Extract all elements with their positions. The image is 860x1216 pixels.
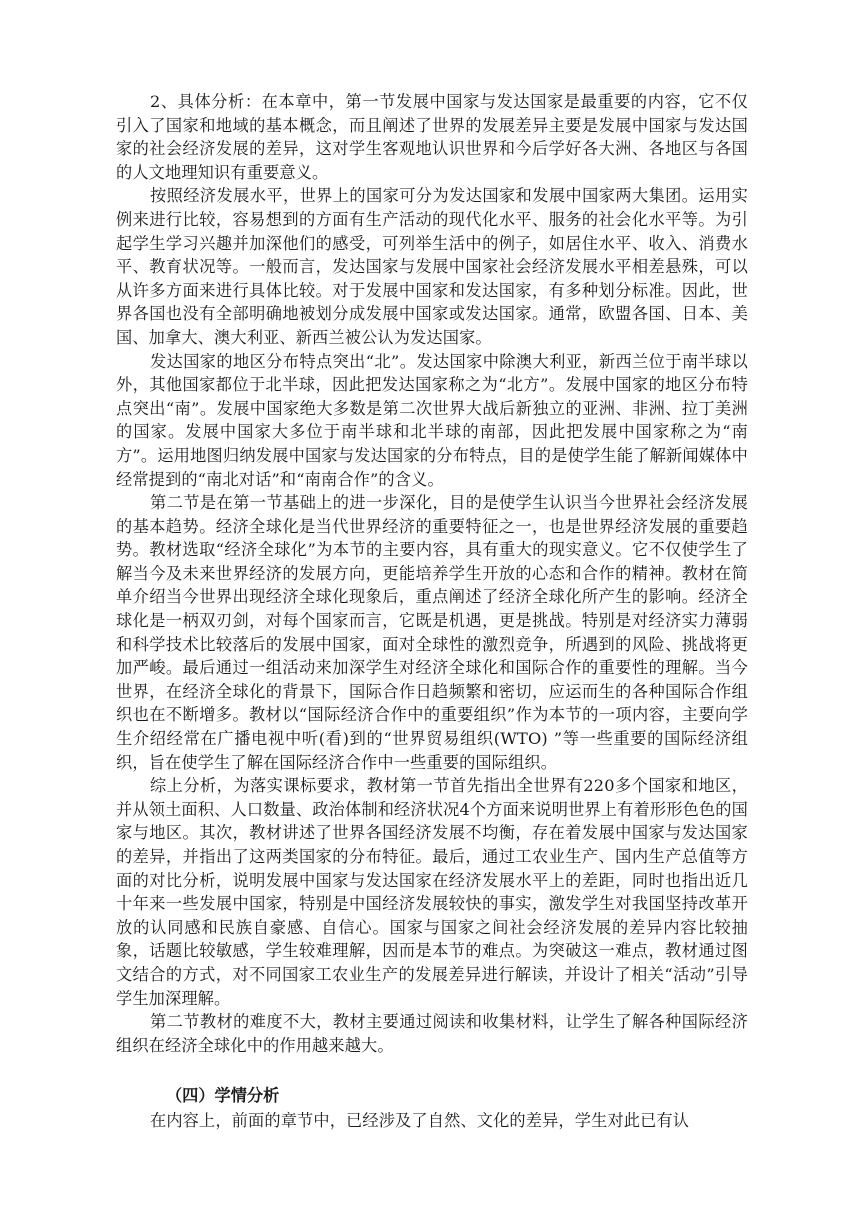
paragraph-learner-analysis: 在内容上，前面的章节中，已经涉及了自然、文化的差异，学生对此已有认 — [150, 1111, 690, 1131]
paragraph-development-level: 按照经济发展水平，世界上的国家可分为发达国家和发展中国家两大集团。运用实例来进行比较，容易想到的方面有生产活动的现代化水平、服务的社会化水平等。为引起学生学习兴趣并加深他们的感受，可列举生活中的例子，如居住水平、收入、消费水平、教育状况等。一般而言，发达国家与发展中国家社会经济发展水平相差悬殊，可以从许多方面来进行具体比较。对于发展中国家和发达国家，有多种划分标准。因此，世界各国也没有全部明确地被划分成发展中国家或发达国家。通常，欧盟各国、日本、美国、加拿大、澳大利亚、新西兰被公认为发达国家。 — [116, 186, 748, 347]
section-heading: （四）学情分析 — [166, 1086, 280, 1106]
paragraph-section-two: 第二节是在第一节基础上的进一步深化，目的是使学生认识当今世界社会经济发展的基本趋势。经济全球化是当代世界经济的重要特征之一，也是世界经济发展的重要趋势。教材选取“经济全球化”为本节的主要内容，具有重大的现实意义。它不仅使学生了解当今及未来世界经济的发展方向，更能培养学生开放的心态和合作的精神。教材在简单介绍当今世界出现经济全球化现象后，重点阐述了经济全球化所产生的影响。经济全球化是一柄双刃剑，对每个国家而言，它既是机遇，更是挑战。特别是对经济实力薄弱和科学技术比较落后的发展中国家，面对全球性的激烈竞争，所遇到的风险、挑战将更加严峻。最后通过一组活动来加深学生对经济全球化和国际合作的重要性的理解。当今世界，在经济全球化的背景下，国际合作日趋频繁和密切，应运而生的各种国际合作组织也在不断增多。教材以“国际经济合作中的重要组织”作为本节的一项内容，主要向学生介绍经常在广播电视中听(看)到的“世界贸易组织(WTO) ”等一些重要的国际经济组织，旨在使学生了解在国际经济合作中一些重要的国际组织。 — [116, 493, 748, 772]
paragraph-section-two-difficulty: 第二节教材的难度不大，教材主要通过阅读和收集材料，让学生了解各种国际经济组织在经济全球化中的作用越来越大。 — [116, 1012, 748, 1055]
paragraph-specific-analysis: 2、具体分析：在本章中，第一节发展中国家与发达国家是最重要的内容，它不仅引入了国家和地域的基本概念，而且阐述了世界的发展差异主要是发展中国家与发达国家的社会经济发展的差异，这对学生客观地认识世界和今后学好各大洲、各地区与各国的人文地理知识有重要意义。 — [116, 92, 748, 182]
paragraph-north-south-distribution: 发达国家的地区分布特点突出“北”。发达国家中除澳大利亚，新西兰位于南半球以外，其他国家都位于北半球，因此把发达国家称之为“北方”。发展中国家的地区分布特点突出“南”。发展中国家绝大多数是第二次世界大战后新独立的亚洲、非洲、拉丁美洲的国家。发展中国家大多位于南半球和北半球的南部，因此把发展中国家称之为“南方”。运用地图归纳发展中国家与发达国家的分布特点，目的是使学生能了解新闻媒体中经常提到的“南北对话”和“南南合作”的含义。 — [116, 351, 748, 489]
section-spacer — [116, 1057, 748, 1083]
paragraph-summary: 综上分析，为落实课标要求，教材第一节首先指出全世界有220多个国家和地区，并从领土面积、人口数量、政治体制和经济状况4个方面来说明世界上有着形形色色的国家与地区。其次，教材讲述了世界各国经济发展不均衡，存在着发展中国家与发达国家的差异，并指出了这两类国家的分布特征。最后，通过工农业生产、国内生产总值等方面的对比分析，说明发展中国家与发达国家在经济发展水平上的差距，同时也指出近几十年来一些发展中国家，特别是中国经济发展较快的事实，激发学生对我国坚持改革开放的认同感和民族自豪感、自信心。国家与国家之间社会经济发展的差异内容比较抽象，话题比较敏感，学生较难理解，因而是本节的难点。为突破这一难点，教材通过图文结合的方式，对不同国家工农业生产的发展差异进行解读，并设计了相关“活动”引导学生加深理解。 — [116, 776, 748, 1008]
